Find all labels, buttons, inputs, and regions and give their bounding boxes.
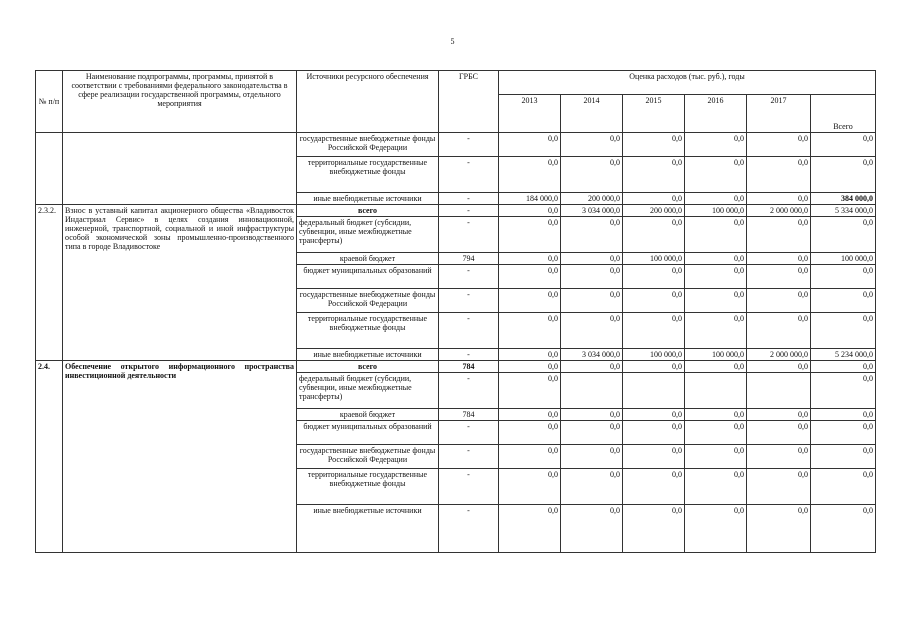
source-cell: территориальные государственные внебюджетные фонды <box>297 469 439 505</box>
value-cell: 0,0 <box>685 445 747 469</box>
value-cell: 100 000,0 <box>811 253 876 265</box>
value-cell: 0,0 <box>747 193 811 205</box>
value-cell: 0,0 <box>499 421 561 445</box>
value-cell: 0,0 <box>561 409 623 421</box>
header-name: Наименование подпрограммы, программы, принятой в соответствии с требованиями федерального законодательства в сфере реализации государственной программы, отдельного мероприятия <box>63 71 297 133</box>
value-cell: 184 000,0 <box>499 193 561 205</box>
value-cell: 3 034 000,0 <box>561 205 623 217</box>
source-cell: краевой бюджет <box>297 253 439 265</box>
grbs-cell: - <box>439 373 499 409</box>
value-cell: 0,0 <box>623 361 685 373</box>
value-cell: 0,0 <box>499 505 561 553</box>
value-cell: 0,0 <box>561 157 623 193</box>
value-cell: 0,0 <box>811 157 876 193</box>
value-cell: 0,0 <box>811 313 876 349</box>
value-cell: 100 000,0 <box>685 349 747 361</box>
header-source: Источники ресурсного обеспечения <box>297 71 439 133</box>
value-cell: 384 000,0 <box>811 193 876 205</box>
header-year: 2014 <box>561 95 623 133</box>
value-cell: 0,0 <box>811 265 876 289</box>
value-cell: 0,0 <box>499 469 561 505</box>
value-cell: 0,0 <box>623 313 685 349</box>
value-cell: 0,0 <box>811 469 876 505</box>
value-cell <box>747 373 811 409</box>
value-cell: 0,0 <box>561 133 623 157</box>
source-cell: государственные внебюджетные фонды Российской Федерации <box>297 289 439 313</box>
name-cell-empty <box>63 133 297 205</box>
value-cell: 0,0 <box>561 265 623 289</box>
value-cell: 0,0 <box>747 505 811 553</box>
value-cell: 100 000,0 <box>623 253 685 265</box>
value-cell: 0,0 <box>811 217 876 253</box>
grbs-cell: - <box>439 313 499 349</box>
value-cell: 0,0 <box>747 133 811 157</box>
value-cell <box>561 373 623 409</box>
source-cell: иные внебюджетные источники <box>297 505 439 553</box>
value-cell: 2 000 000,0 <box>747 349 811 361</box>
source-cell: иные внебюджетные источники <box>297 349 439 361</box>
header-grbs: ГРБС <box>439 71 499 133</box>
value-cell: 100 000,0 <box>685 205 747 217</box>
value-cell: 0,0 <box>685 133 747 157</box>
grbs-cell: 784 <box>439 361 499 373</box>
value-cell: 100 000,0 <box>623 349 685 361</box>
value-cell: 0,0 <box>747 313 811 349</box>
source-cell: территориальные государственные внебюджетные фонды <box>297 157 439 193</box>
value-cell: 0,0 <box>499 133 561 157</box>
value-cell: 0,0 <box>685 193 747 205</box>
value-cell: 0,0 <box>747 217 811 253</box>
grbs-cell: - <box>439 133 499 157</box>
source-cell: территориальные государственные внебюджетные фонды <box>297 313 439 349</box>
value-cell: 0,0 <box>747 265 811 289</box>
num-cell-empty <box>36 133 63 205</box>
value-cell: 0,0 <box>685 289 747 313</box>
value-cell: 0,0 <box>747 289 811 313</box>
grbs-cell: 794 <box>439 253 499 265</box>
budget-table <box>35 70 876 553</box>
header-year: 2016 <box>685 95 747 133</box>
source-cell: государственные внебюджетные фонды Российской Федерации <box>297 133 439 157</box>
grbs-cell: - <box>439 421 499 445</box>
value-cell: 0,0 <box>747 157 811 193</box>
value-cell: 0,0 <box>499 445 561 469</box>
value-cell: 0,0 <box>623 409 685 421</box>
value-cell: 0,0 <box>561 361 623 373</box>
value-cell: 0,0 <box>499 265 561 289</box>
value-cell: 0,0 <box>499 205 561 217</box>
value-cell: 0,0 <box>499 253 561 265</box>
value-cell: 0,0 <box>685 157 747 193</box>
value-cell: 0,0 <box>685 313 747 349</box>
value-cell: 5 234 000,0 <box>811 349 876 361</box>
header-num: № п/п <box>36 71 63 133</box>
source-cell: всего <box>297 205 439 217</box>
grbs-cell: - <box>439 265 499 289</box>
grbs-cell: - <box>439 349 499 361</box>
header-year: 2017 <box>747 95 811 133</box>
value-cell: 0,0 <box>685 253 747 265</box>
grbs-cell: - <box>439 157 499 193</box>
value-cell: 0,0 <box>685 361 747 373</box>
value-cell <box>623 373 685 409</box>
section-num: 2.3.2. <box>36 205 63 361</box>
value-cell: 0,0 <box>561 421 623 445</box>
value-cell: 0,0 <box>747 469 811 505</box>
value-cell: 0,0 <box>561 505 623 553</box>
value-cell: 0,0 <box>623 133 685 157</box>
value-cell: 0,0 <box>499 361 561 373</box>
value-cell: 0,0 <box>499 289 561 313</box>
grbs-cell: - <box>439 205 499 217</box>
value-cell: 0,0 <box>499 313 561 349</box>
value-cell: 0,0 <box>811 409 876 421</box>
value-cell: 0,0 <box>623 193 685 205</box>
value-cell: 0,0 <box>623 469 685 505</box>
value-cell: 200 000,0 <box>623 205 685 217</box>
value-cell: 3 034 000,0 <box>561 349 623 361</box>
value-cell: 0,0 <box>811 289 876 313</box>
value-cell: 0,0 <box>747 445 811 469</box>
value-cell: 0,0 <box>811 133 876 157</box>
value-cell: 0,0 <box>623 505 685 553</box>
value-cell: 0,0 <box>811 373 876 409</box>
value-cell: 0,0 <box>561 253 623 265</box>
value-cell: 0,0 <box>623 157 685 193</box>
source-cell: бюджет муниципальных образований <box>297 265 439 289</box>
value-cell: 0,0 <box>685 265 747 289</box>
grbs-cell: - <box>439 505 499 553</box>
header-total: Всего <box>811 95 876 133</box>
value-cell: 0,0 <box>811 505 876 553</box>
value-cell: 0,0 <box>623 265 685 289</box>
value-cell: 0,0 <box>747 253 811 265</box>
value-cell: 0,0 <box>561 313 623 349</box>
value-cell: 0,0 <box>499 217 561 253</box>
value-cell: 200 000,0 <box>561 193 623 205</box>
value-cell: 0,0 <box>623 289 685 313</box>
grbs-cell: - <box>439 445 499 469</box>
value-cell: 0,0 <box>499 409 561 421</box>
header-estimate: Оценка расходов (тыс. руб.), годы <box>499 71 876 95</box>
page-number: 5 <box>450 37 455 46</box>
grbs-cell: - <box>439 217 499 253</box>
value-cell: 0,0 <box>685 421 747 445</box>
grbs-cell: - <box>439 193 499 205</box>
value-cell: 0,0 <box>499 349 561 361</box>
section-name: Взнос в уставный капитал акционерного общества «Владивосток Индастриал Сервис» в целях создания инновационной, инженерной, транспортной, социальной и иной инфраструктуры особой экономической зоны промышленно-производственного типа в городе Владивостоке <box>63 205 297 361</box>
value-cell: 0,0 <box>499 373 561 409</box>
value-cell: 0,0 <box>747 361 811 373</box>
value-cell: 0,0 <box>685 469 747 505</box>
source-cell: федеральный бюджет (субсидии, субвенции, иные межбюджетные трансферты) <box>297 217 439 253</box>
grbs-cell: - <box>439 469 499 505</box>
value-cell: 0,0 <box>747 421 811 445</box>
value-cell: 5 334 000,0 <box>811 205 876 217</box>
grbs-cell: 784 <box>439 409 499 421</box>
value-cell: 0,0 <box>685 409 747 421</box>
value-cell: 0,0 <box>747 409 811 421</box>
source-cell: государственные внебюджетные фонды Российской Федерации <box>297 445 439 469</box>
value-cell: 0,0 <box>623 421 685 445</box>
source-cell: всего <box>297 361 439 373</box>
value-cell: 0,0 <box>811 361 876 373</box>
section-name: Обеспечение открытого информационного пространства инвестиционной деятельности <box>63 361 297 553</box>
source-cell: федеральный бюджет (субсидии, субвенции, иные межбюджетные трансферты) <box>297 373 439 409</box>
value-cell: 0,0 <box>561 289 623 313</box>
value-cell: 0,0 <box>623 445 685 469</box>
value-cell <box>685 373 747 409</box>
value-cell: 2 000 000,0 <box>747 205 811 217</box>
source-cell: краевой бюджет <box>297 409 439 421</box>
value-cell: 0,0 <box>811 421 876 445</box>
value-cell: 0,0 <box>561 445 623 469</box>
value-cell: 0,0 <box>811 445 876 469</box>
source-cell: иные внебюджетные источники <box>297 193 439 205</box>
section-num: 2.4. <box>36 361 63 553</box>
value-cell: 0,0 <box>685 505 747 553</box>
value-cell: 0,0 <box>623 217 685 253</box>
source-cell: бюджет муниципальных образований <box>297 421 439 445</box>
value-cell: 0,0 <box>685 217 747 253</box>
value-cell: 0,0 <box>561 469 623 505</box>
grbs-cell: - <box>439 289 499 313</box>
value-cell: 0,0 <box>561 217 623 253</box>
header-year: 2013 <box>499 95 561 133</box>
header-year: 2015 <box>623 95 685 133</box>
value-cell: 0,0 <box>499 157 561 193</box>
